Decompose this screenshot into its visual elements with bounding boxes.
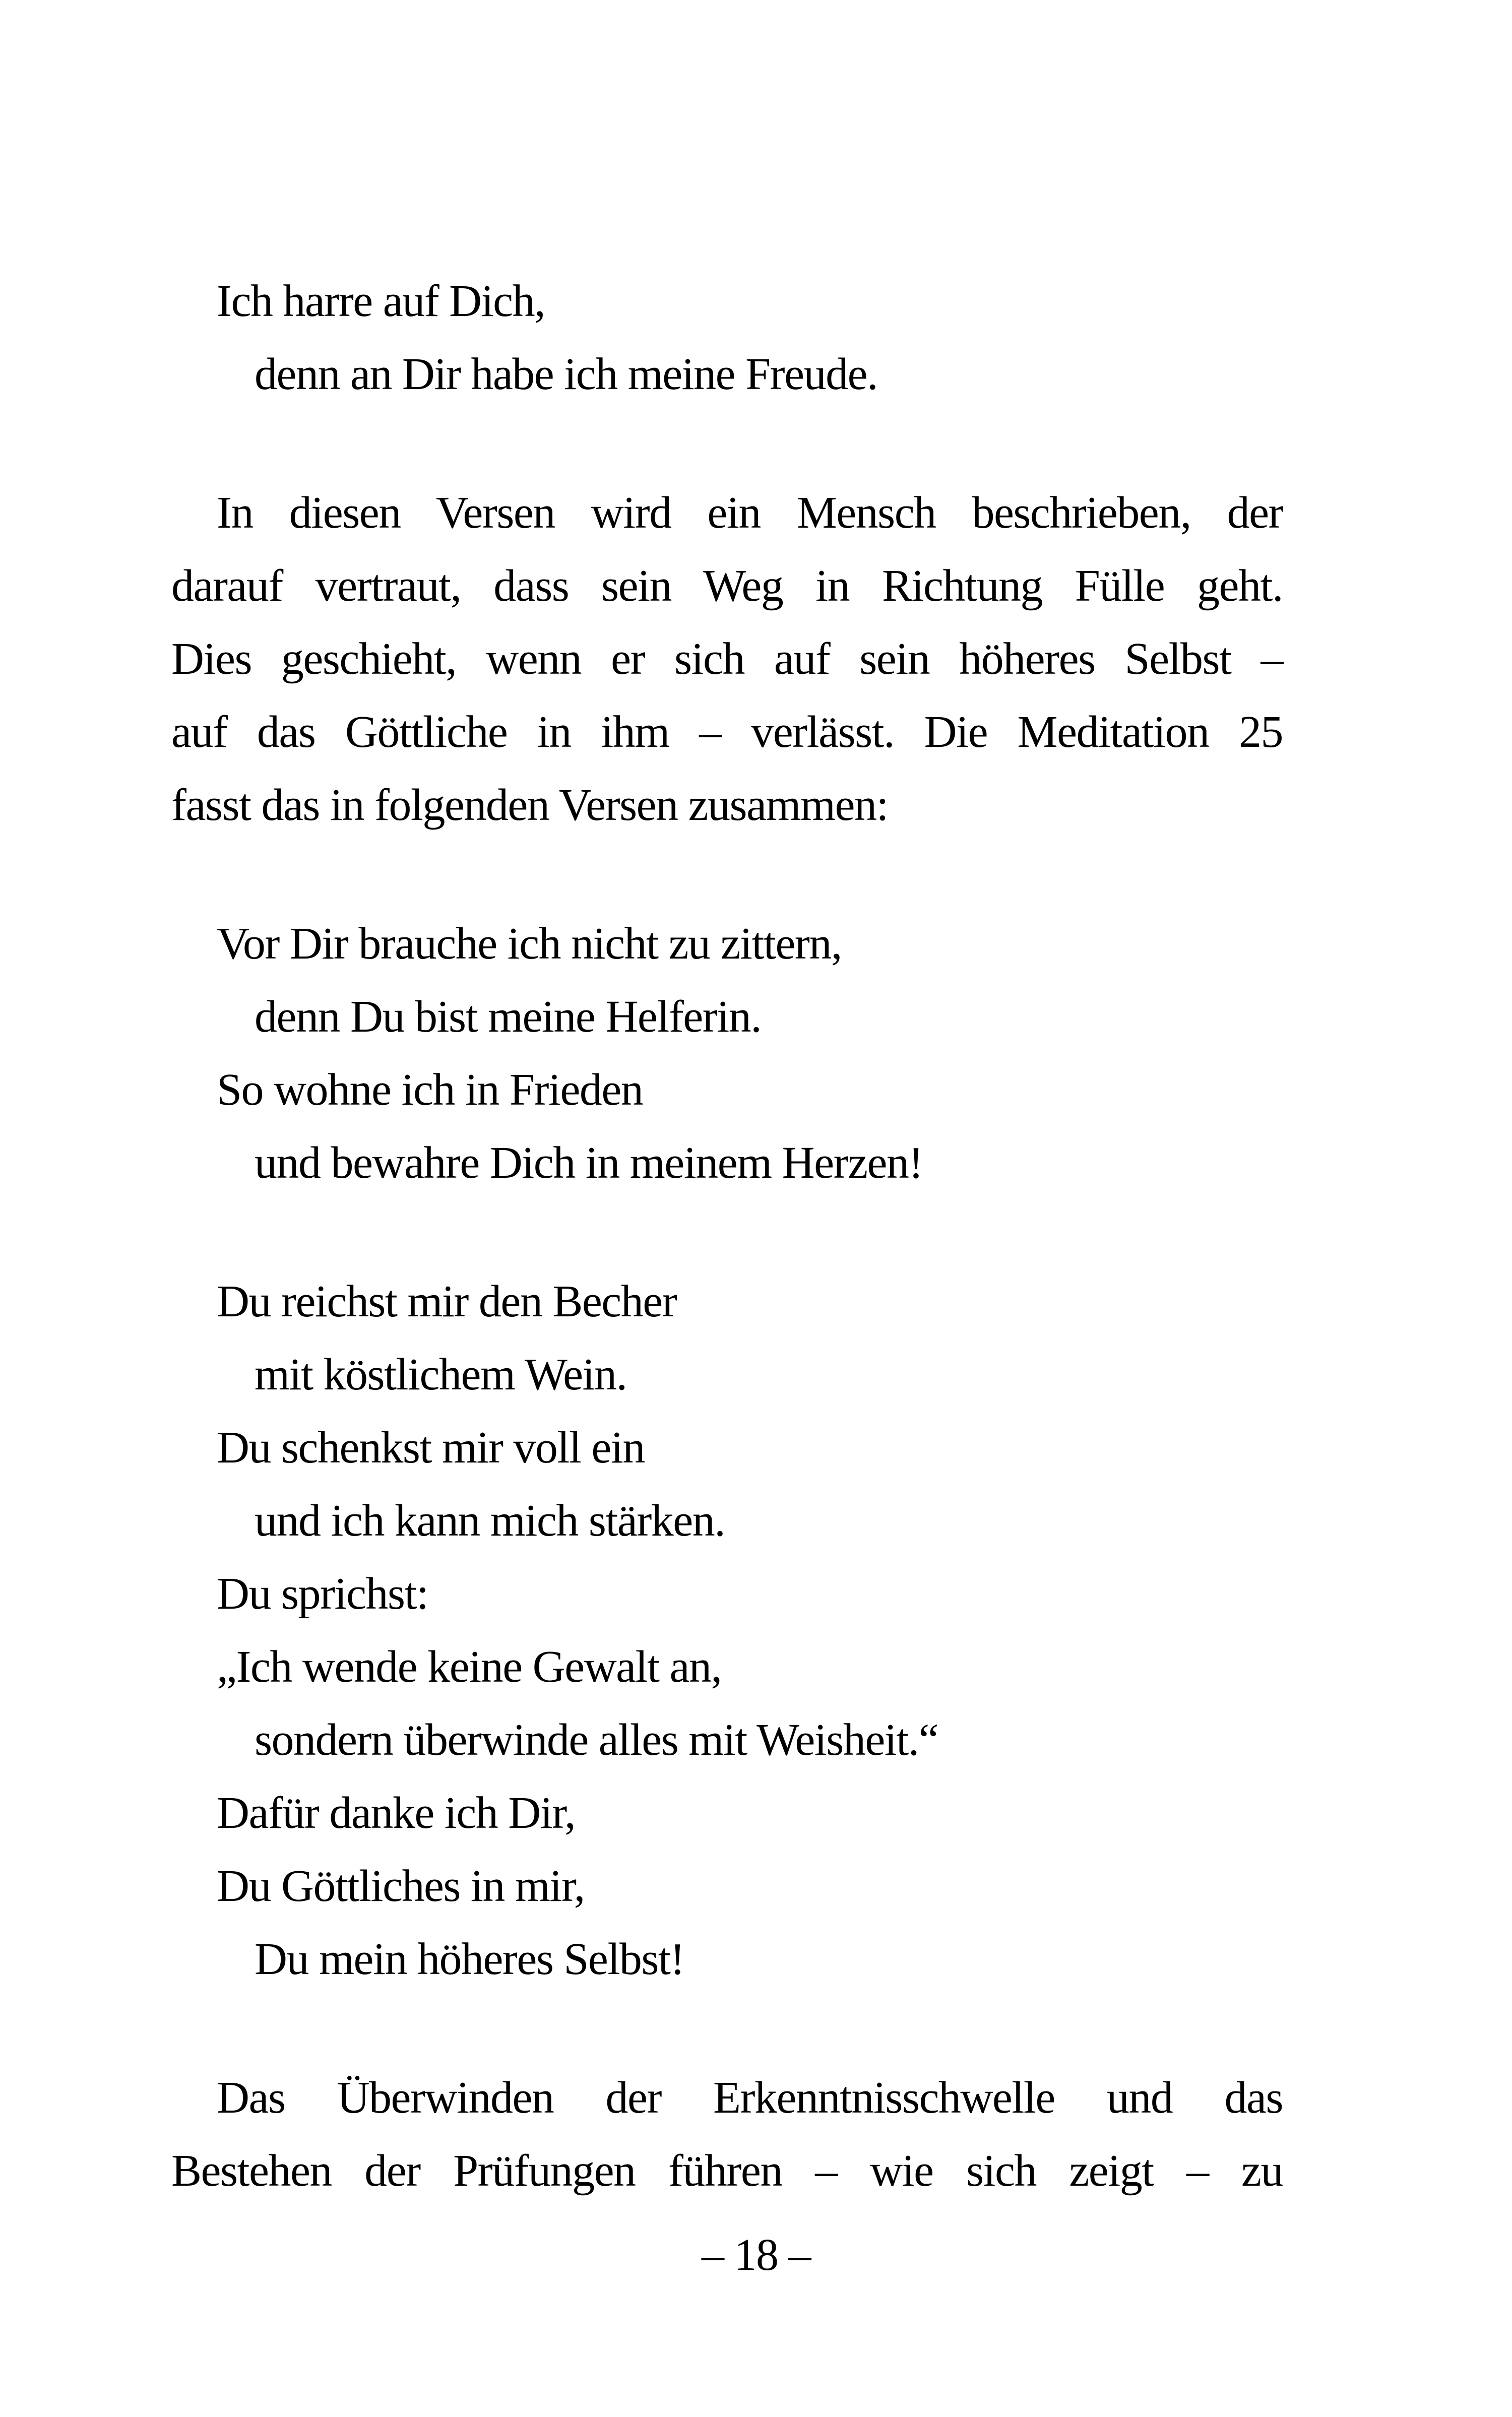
page-body (171, 265, 1283, 2207)
page-number: – 18 – (702, 2230, 810, 2280)
verse-line: Du mein höheres Selbst! (255, 1934, 684, 1984)
paragraph-line: Dies geschieht, wenn er sich auf sein höheres Selbst – (171, 634, 1283, 684)
paragraph-line: Das Überwinden der Erkenntnisschwelle und das (217, 2073, 1283, 2123)
verse-line: und bewahre Dich in meinem Herzen! (255, 1138, 923, 1188)
paragraph-line: fasst das in folgenden Versen zusammen: (171, 780, 888, 830)
verse-line: Dafür danke ich Dir, (217, 1788, 576, 1838)
paragraph-line: Bestehen der Prüfungen führen – wie sich zeigt – zu (171, 2146, 1283, 2196)
verse-line: Ich harre auf Dich, (217, 276, 545, 326)
verse-line: Du sprichst: (217, 1569, 428, 1619)
paragraph-line: auf das Göttliche in ihm – verlässt. Die Meditation 25 (171, 707, 1283, 757)
verse-line: und ich kann mich stärken. (255, 1496, 725, 1546)
paragraph-line: darauf vertraut, dass sein Weg in Richtung Fülle geht. (171, 561, 1283, 611)
prose-paragraph (171, 2061, 1283, 2207)
verse-line: mit köstlichem Wein. (255, 1350, 627, 1400)
paragraph-line: In diesen Versen wird ein Mensch beschrieben, der (217, 488, 1283, 538)
verse-stanza (171, 907, 1283, 1199)
verse-line: So wohne ich in Frieden (217, 1065, 643, 1115)
verse-line: Du schenkst mir voll ein (217, 1423, 645, 1473)
verse-line: sondern überwinde alles mit Weisheit.“ (255, 1715, 938, 1765)
prose-paragraph (171, 476, 1283, 842)
verse-line: „Ich wende keine Gewalt an, (217, 1642, 722, 1692)
verse-stanza (171, 1265, 1283, 1996)
verse-line: Du reichst mir den Becher (217, 1277, 677, 1326)
verse-line: denn Du bist meine Helferin. (255, 992, 762, 1042)
verse-line: Vor Dir brauche ich nicht zu zittern, (217, 919, 842, 969)
verse-line: Du Göttliches in mir, (217, 1861, 585, 1911)
verse-line: denn an Dir habe ich meine Freude. (255, 349, 878, 399)
verse-stanza (171, 265, 1283, 411)
